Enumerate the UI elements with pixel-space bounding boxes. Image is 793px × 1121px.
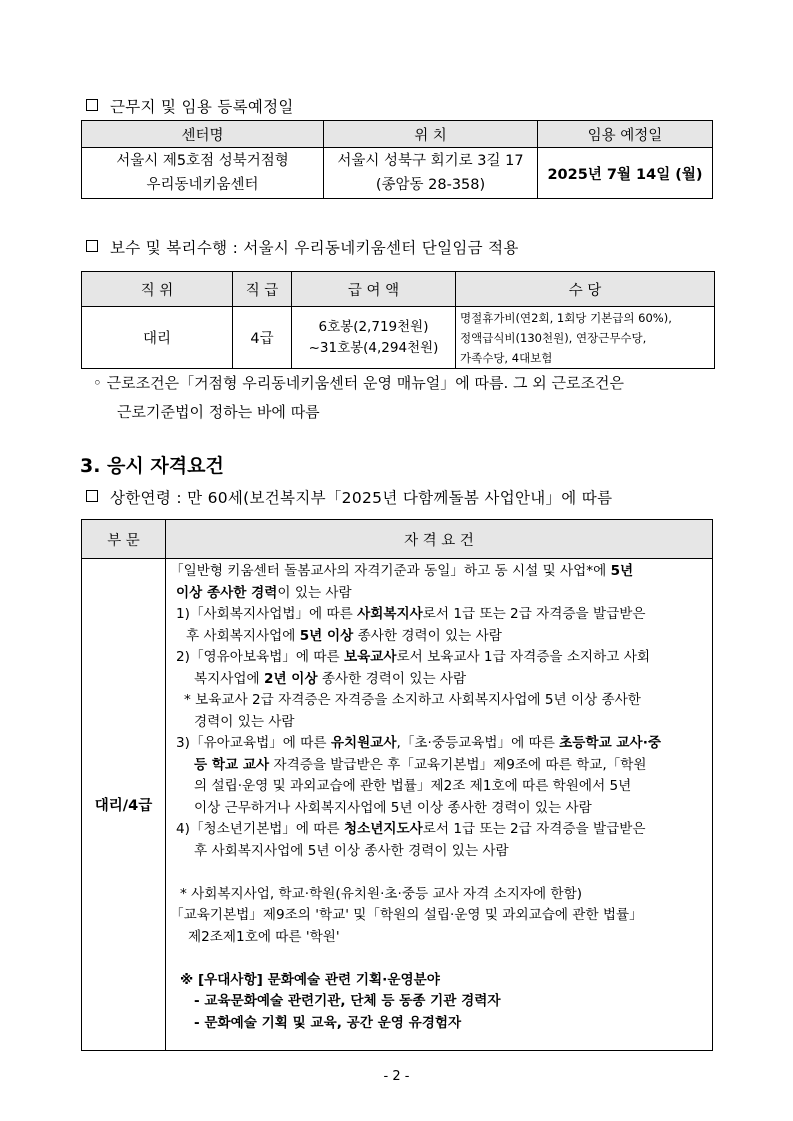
header-location: 위 치 (324, 121, 538, 148)
req-line: * 사회복지사업, 학교·학원(유치원·초·중등 교사 자격 소지자에 한함) (180, 885, 583, 902)
allowance-cell: 명절휴가비(연2회, 1회당 기본급의 60%), 정액급식비(130천원), 연장근무수당, 가족수당, 4대보험 (456, 307, 715, 369)
req-line: 후 사회복지사업에 5년 이상 종사한 경력이 있는 사람 (194, 842, 509, 859)
checkbox-square-icon (86, 490, 98, 502)
req-line: * 보육교사 2급 자격증은 자격증을 소지하고 사회복지사업에 5년 이상 종사한 (184, 692, 641, 708)
division-cell: 대리/4급 (82, 559, 166, 1051)
age-heading: 상한연령 : 만 60세(보건복지부「2025년 다함께돌봄 사업안내」에 따름 (86, 486, 612, 508)
req-line: 「일반형 키움센터 돌봄교사의 자격기준과 동일」하고 동 시설 및 사업*에 5년 (170, 563, 634, 579)
req-line: 경력이 있는 사람 (194, 713, 295, 730)
req-line: 1)「사회복지사업법」에 따른 사회복지사로서 1급 또는 2급 자격증을 발급받은 (176, 606, 646, 622)
workplace-table (81, 120, 713, 199)
header-appointment: 임용 예정일 (538, 121, 713, 148)
checkbox-square-icon (86, 99, 98, 111)
condition-line-2: 근로기준법이 정하는 바에 따름 (117, 403, 320, 421)
salary-cell: 6호봉(2,719천원) ~31호봉(4,294천원) (292, 307, 456, 369)
req-line: 의 설립·운영 및 과외교습에 관한 법률」제2조 제1호에 따른 학원에서 5년 (194, 778, 632, 794)
location-cell: 서울시 성북구 회기로 3길 17 (종암동 28-358) (324, 148, 538, 199)
header-center: 센터명 (82, 121, 324, 148)
page-number: - 2 - (383, 1069, 410, 1084)
req-line: 「교육기본법」제9조의 '학교' 및「학원의 설립·운영 및 과외교습에 관한 법률」 (170, 907, 643, 923)
header-requirements: 자 격 요 건 (166, 520, 713, 559)
requirements-table (81, 519, 713, 1051)
header-position: 직 위 (82, 272, 233, 307)
req-spacer (170, 948, 706, 970)
header-allowance: 수 당 (456, 272, 715, 307)
grade-cell: 4급 (233, 307, 292, 369)
preference-title: ※ [우대사항] 문화예술 관련 기획·운영분야 (180, 971, 440, 988)
header-salary: 급 여 액 (292, 272, 456, 307)
preference-item: - 문화예술 기획 및 교육, 공간 운영 유경험자 (194, 1014, 462, 1031)
req-line: 후 사회복지사업에 5년 이상 종사한 경력이 있는 사람 (186, 627, 502, 644)
requirements-cell (166, 559, 713, 1051)
pay-heading: 보수 및 복리수행 : 서울시 우리동네키움센터 단일임금 적용 (86, 236, 519, 258)
header-grade: 직 급 (233, 272, 292, 307)
req-spacer (170, 862, 706, 884)
header-division: 부 문 (82, 520, 166, 559)
condition-line-1: ◦ 근로조건은「거점형 우리동네키움센터 운영 매뉴얼」에 따름. 그 외 근로조건은 (93, 374, 624, 392)
preference-item: - 교육문화예술 관련기관, 단체 등 동종 기관 경력자 (194, 993, 501, 1009)
req-line: 이상 종사한 경력이 있는 사람 (176, 584, 352, 601)
pay-table (81, 271, 715, 369)
workplace-heading: 근무지 및 임용 등록예정일 (86, 95, 294, 117)
req-line: 2)「영유아보육법」에 따른 보육교사로서 보육교사 1급 자격증을 소지하고 사회 (176, 649, 650, 665)
checkbox-square-icon (86, 240, 98, 252)
req-line: 이상 근무하거나 사회복지사업에 5년 이상 종사한 경력이 있는 사람 (194, 799, 592, 816)
appointment-date: 2025년 7월 14일 (월) (538, 148, 713, 199)
req-line: 복지사업에 2년 이상 종사한 경력이 있는 사람 (194, 670, 467, 687)
req-line: 등 학교 교사 자격증을 발급받은 후「교육기본법」제9조에 따른 학교,「학원 (194, 756, 647, 773)
req-line: 3)「유아교육법」에 따른 유치원교사,「초·중등교육법」에 따른 초등학교 교사·중 (176, 735, 661, 751)
req-line: 4)「청소년기본법」에 따른 청소년지도사로서 1급 또는 2급 자격증을 발급받은 (176, 821, 646, 837)
section-title: 3. 응시 자격요건 (80, 455, 224, 477)
center-name-cell: 서울시 제5호점 성북거점형 우리동네키움센터 (82, 148, 324, 199)
position-cell: 대리 (82, 307, 233, 369)
req-line: 제2조제1호에 따른 '학원' (188, 928, 340, 945)
